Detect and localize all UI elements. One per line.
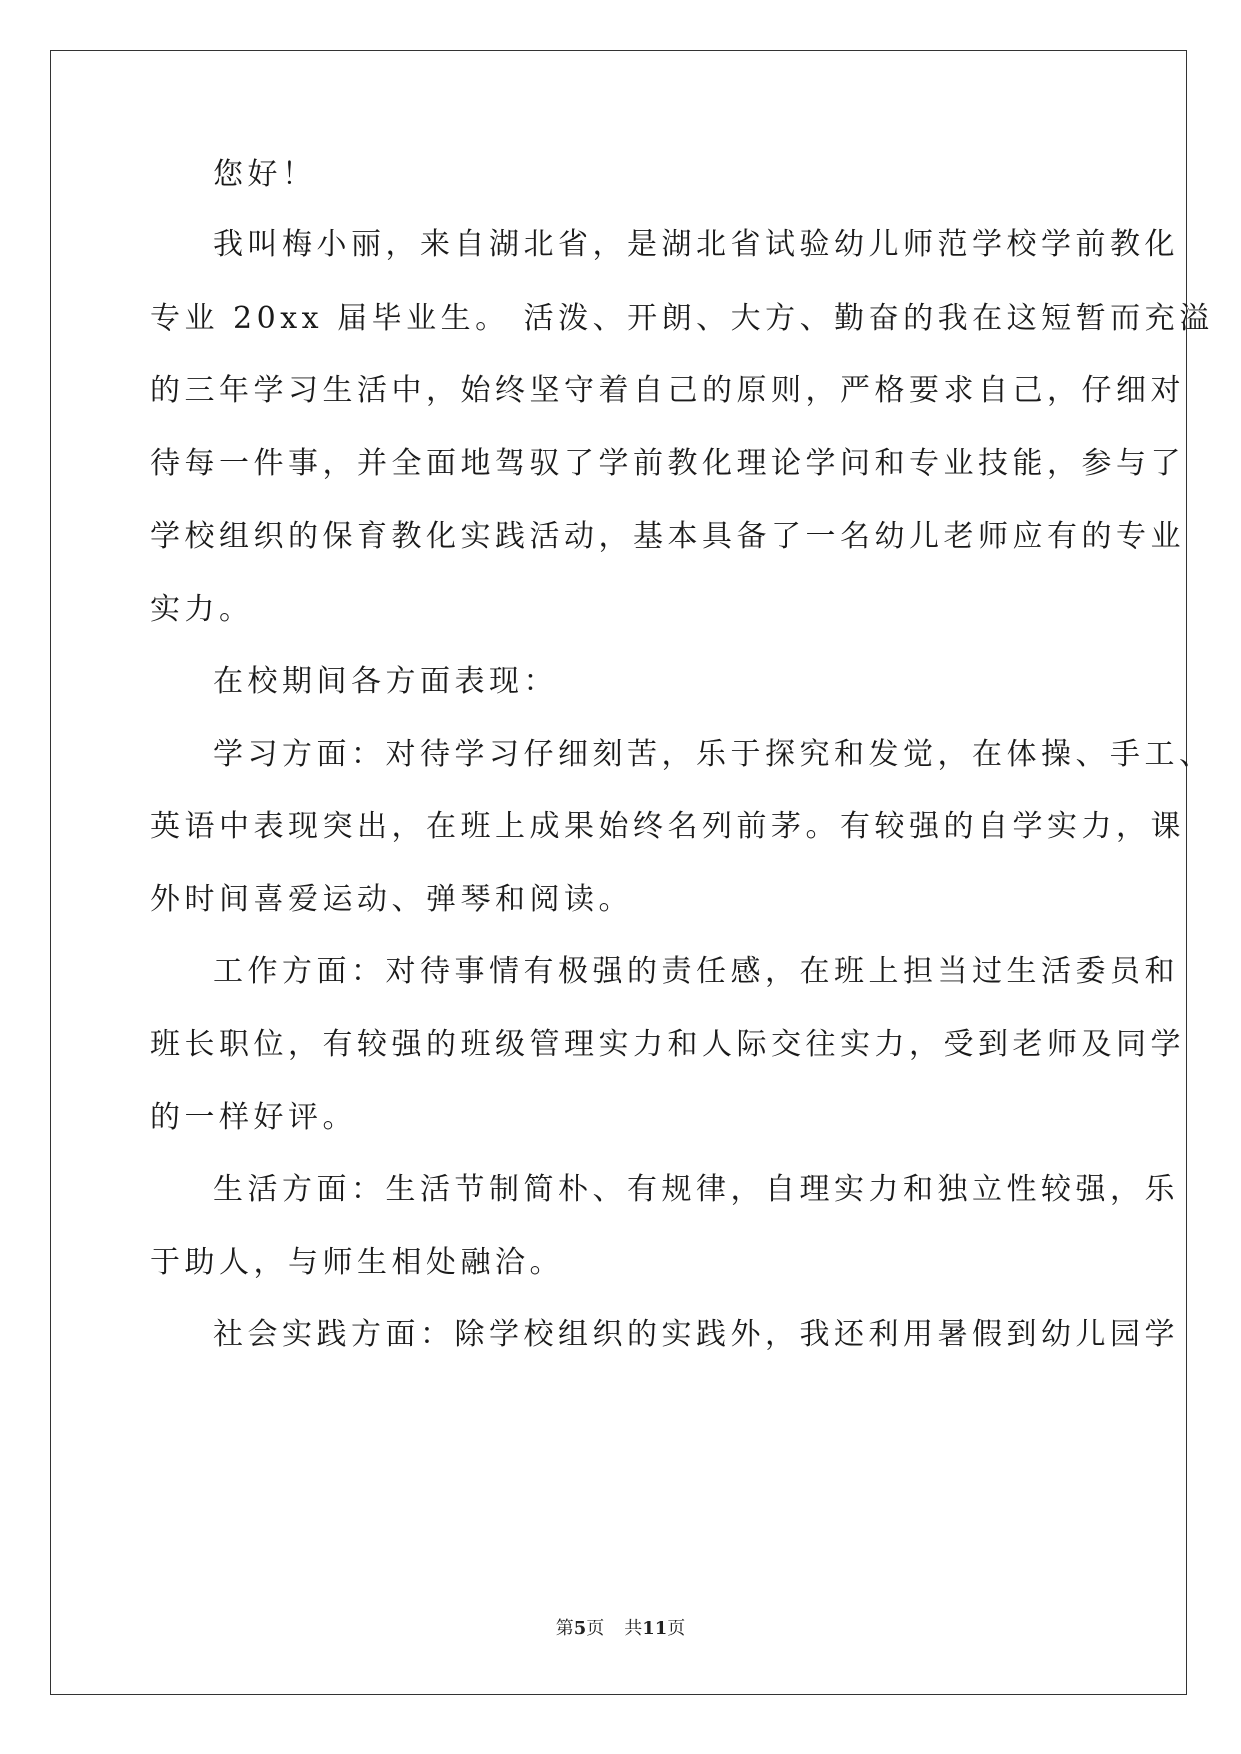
paragraph-line: 专业 20xx 届毕业生。 活泼、开朗、大方、勤奋的我在这短暂而充溢 [150,301,1214,336]
paragraph-line: 实力。 [150,592,254,627]
paragraph-line: 英语中表现突出，在班上成果始终名列前茅。有较强的自学实力，课 [150,809,1185,844]
total-pages: 11 [642,1618,668,1639]
paragraph-line: 我叫梅小丽，来自湖北省，是湖北省试验幼儿师范学校学前教化 [213,227,1179,262]
paragraph-line: 学校组织的保育教化实践活动，基本具备了一名幼儿老师应有的专业 [150,519,1185,554]
page-frame [50,50,1187,1695]
page-number: 5 [573,1618,587,1639]
paragraph-line: 生活方面：生活节制简朴、有规律，自理实力和独立性较强，乐 [213,1172,1179,1207]
section-heading: 在校期间各方面表现： [213,664,558,699]
page-label-suffix: 页 [586,1618,605,1639]
total-label-prefix: 共 [624,1618,643,1639]
paragraph-line: 学习方面：对待学习仔细刻苦，乐于探究和发觉，在体操、手工、 [213,737,1214,772]
paragraph-line: 社会实践方面：除学校组织的实践外，我还利用暑假到幼儿园学 [213,1317,1179,1352]
page-footer [0,1618,1241,1640]
paragraph-line: 待每一件事，并全面地驾驭了学前教化理论学问和专业技能，参与了 [150,446,1185,481]
paragraph-line: 的一样好评。 [150,1100,357,1135]
paragraph-line: 外时间喜爱运动、弹琴和阅读。 [150,882,633,917]
greeting: 您好！ [213,157,317,192]
paragraph-line: 的三年学习生活中，始终坚守着自己的原则，严格要求自己，仔细对 [150,373,1185,408]
paragraph-line: 班长职位，有较强的班级管理实力和人际交往实力，受到老师及同学 [150,1027,1185,1062]
paragraph-line: 工作方面：对待事情有极强的责任感，在班上担当过生活委员和 [213,954,1179,989]
total-label-suffix: 页 [667,1618,686,1639]
paragraph-line: 于助人，与师生相处融洽。 [150,1245,564,1280]
page-label-prefix: 第 [555,1618,574,1639]
